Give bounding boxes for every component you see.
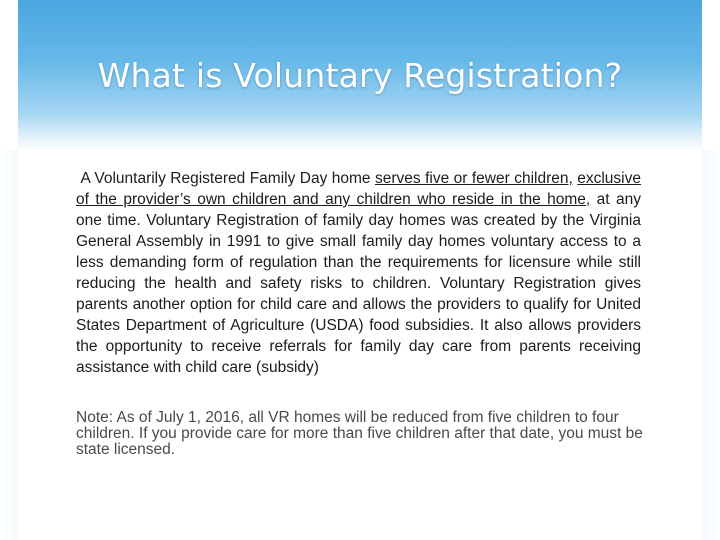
slide-title: What is Voluntary Registration? (97, 56, 623, 95)
body-text-part-3: at any one time. Voluntary Registration of family day homes was created by the Virginia General Assembly in 1991 to give small family day homes voluntary access to a less demanding form of regulation than the requirements for licensure while still reducing the health and safety risks to children. Voluntary Registration gives parents another option for child care and allows the providers to qualify for United States Department of Agriculture (USDA) food subsidies. It also allows providers the opportunity to receive referrals for family day care from parents receiving assistance with child care (subsidy) (76, 191, 641, 376)
note-text: Note: As of July 1, 2016, all VR homes will be reduced from five children to four children. If you provide care for more than five children after that date, you must be state licensed. (76, 409, 643, 458)
body-underline-2: exclusive of the provider’s own children and any children who reside in the home, (76, 170, 641, 208)
left-edge-shade (0, 150, 18, 540)
body-paragraph (76, 168, 641, 378)
right-edge-shade (702, 150, 720, 540)
body-text-part-1: A Voluntarily Registered Family Day home (80, 170, 375, 187)
body-underline-1: serves five or fewer children, (375, 170, 573, 187)
